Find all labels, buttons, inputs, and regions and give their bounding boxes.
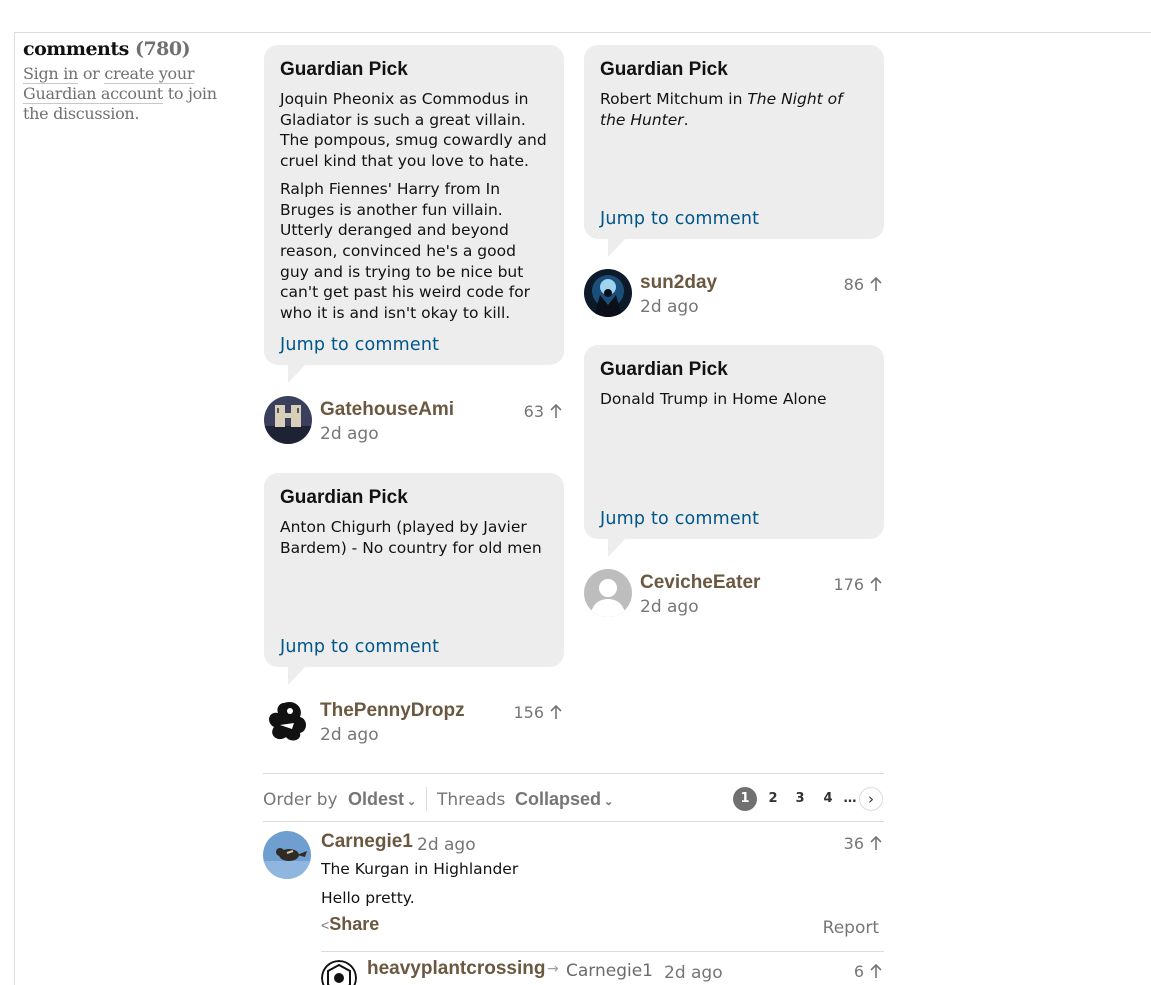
- pick-author: [264, 396, 564, 446]
- chevron-right-icon: ›: [868, 790, 874, 808]
- default-avatar-image: [584, 569, 632, 617]
- pick-bubble: [584, 345, 884, 539]
- pick-label: Guardian Pick: [280, 487, 408, 508]
- page-ellipsis: …: [843, 791, 857, 806]
- sun2day-avatar-image: [584, 269, 632, 317]
- pick-text: Ralph Fiennes' Harry from In Bruges is another fun villain. Utterly deranged and beyond reason, convinced he's a good guy and is trying to be nice but can't get past his weird code for who it is and isn't okay to kill.: [280, 179, 531, 323]
- recommend-count[interactable]: [844, 275, 884, 294]
- pick-bubble: [264, 473, 564, 667]
- pick-author: [264, 697, 564, 747]
- vote-count: 86: [843, 275, 864, 294]
- avatar[interactable]: [584, 269, 632, 317]
- avatar[interactable]: [264, 396, 312, 444]
- pick-label: Guardian Pick: [600, 59, 728, 80]
- gatehouse-avatar-image: [264, 396, 312, 444]
- recommend-count[interactable]: [844, 834, 884, 853]
- left-divider: [14, 32, 15, 985]
- comments-sidebar: [23, 38, 228, 124]
- guardian-pick-card: [584, 45, 884, 317]
- pick-text: Joquin Pheonix as Commodus in Gladiator is such a great villain. The pompous, smug cowardly and cruel kind that you love to hate.: [280, 90, 547, 171]
- join-or-text: or: [78, 64, 105, 83]
- timestamp: 2d ago: [320, 725, 379, 745]
- top-divider: [14, 32, 1151, 33]
- next-page-button[interactable]: [859, 787, 883, 811]
- page-2-button[interactable]: 2: [768, 791, 778, 806]
- arrow-up-icon: [868, 963, 884, 979]
- timestamp[interactable]: 2d ago: [417, 835, 476, 855]
- timestamp: 2d ago: [640, 297, 699, 317]
- pick-label: Guardian Pick: [280, 59, 408, 80]
- comments-heading: [23, 38, 228, 60]
- share-button[interactable]: [321, 914, 379, 935]
- avatar[interactable]: [584, 569, 632, 617]
- dharma-avatar-image: [321, 960, 357, 985]
- arrow-up-icon: [868, 276, 884, 292]
- vote-count: 6: [853, 962, 864, 981]
- recommend-count[interactable]: [854, 962, 884, 981]
- pick-text-italic: The Night of the Hunter: [600, 90, 843, 129]
- username-link[interactable]: Carnegie1: [321, 831, 413, 852]
- comments-toolbar: [263, 773, 884, 822]
- pick-author: [584, 569, 884, 619]
- timestamp[interactable]: 2d ago: [664, 963, 723, 983]
- avatar[interactable]: [321, 960, 357, 985]
- vote-count: 63: [523, 402, 544, 421]
- avatar[interactable]: [263, 831, 311, 879]
- guardian-pick-card: [264, 45, 564, 444]
- chevron-down-icon: ⌄: [407, 796, 417, 808]
- carnegie-avatar-image: [263, 831, 311, 879]
- avatar[interactable]: [264, 697, 312, 745]
- recommend-count[interactable]: [524, 402, 564, 421]
- reply-divider: [321, 951, 884, 952]
- reply-arrow-icon: →: [547, 961, 559, 977]
- toolbar-separator: [426, 787, 427, 811]
- pick-text: Anton Chigurh (played by Javier Bardem) - No country for old men: [280, 518, 542, 557]
- jump-to-comment-link[interactable]: Jump to comment: [280, 335, 440, 355]
- pick-text-plain: Robert Mitchum in: [600, 90, 748, 108]
- jump-to-comment-link[interactable]: Jump to comment: [600, 509, 760, 529]
- jump-to-comment-link[interactable]: Jump to comment: [600, 209, 760, 229]
- order-by-value: Oldest: [348, 789, 405, 809]
- guardian-pick-card: [584, 345, 884, 617]
- arrow-up-icon: [868, 576, 884, 592]
- share-label: Share: [329, 914, 380, 934]
- vote-count: 176: [833, 575, 864, 594]
- reply-comment: [263, 958, 884, 985]
- comments-count: (780): [134, 38, 191, 60]
- comment-text: Hello pretty.: [321, 889, 415, 907]
- threads-value: Collapsed: [515, 789, 602, 809]
- username-link[interactable]: heavyplantcrossing: [367, 958, 546, 979]
- join-prompt: [23, 64, 228, 124]
- pick-text: [600, 89, 868, 130]
- reply-to-link[interactable]: Carnegie1: [566, 961, 654, 981]
- share-icon: <: [321, 917, 330, 933]
- threads-label: Threads: [437, 790, 506, 810]
- guardian-pick-card: [264, 473, 564, 745]
- vote-count: 156: [513, 703, 544, 722]
- report-link[interactable]: Report: [822, 918, 879, 938]
- page-1-button[interactable]: 1: [733, 787, 757, 811]
- comments-title: comments: [23, 38, 129, 60]
- page-3-button[interactable]: 3: [795, 791, 805, 806]
- username-link[interactable]: CevicheEater: [640, 572, 761, 593]
- recommend-count[interactable]: [513, 703, 564, 722]
- pick-bubble: [584, 45, 884, 239]
- username-link[interactable]: GatehouseAmi: [320, 399, 455, 420]
- threads-dropdown[interactable]: [515, 789, 613, 810]
- sign-in-link[interactable]: Sign in: [23, 64, 79, 83]
- order-by-label: Order by: [263, 790, 338, 810]
- join-suffix-text: to join the discussion.: [23, 84, 217, 123]
- username-link[interactable]: sun2day: [640, 272, 718, 293]
- pennydropz-avatar-image: [264, 697, 312, 745]
- pick-text: Donald Trump in Home Alone: [600, 390, 827, 408]
- pick-bubble: [264, 45, 564, 365]
- comment-text: The Kurgan in Highlander: [321, 860, 519, 878]
- recommend-count[interactable]: [833, 575, 884, 594]
- timestamp: 2d ago: [320, 424, 379, 444]
- chevron-down-icon: ⌄: [604, 796, 614, 808]
- jump-to-comment-link[interactable]: Jump to comment: [280, 637, 440, 657]
- vote-count: 36: [843, 834, 864, 853]
- arrow-up-icon: [868, 835, 884, 851]
- pick-label: Guardian Pick: [600, 359, 728, 380]
- comment: [263, 831, 884, 938]
- order-by-dropdown[interactable]: [348, 789, 416, 810]
- page-4-button[interactable]: 4: [823, 791, 833, 806]
- timestamp: 2d ago: [640, 597, 699, 617]
- arrow-up-icon: [548, 403, 564, 419]
- arrow-up-icon: [548, 704, 564, 720]
- create-account-link[interactable]: create your Guardian account: [23, 64, 195, 103]
- pick-author: [584, 269, 884, 319]
- pick-text-end: .: [683, 110, 689, 129]
- username-link[interactable]: ThePennyDropz: [320, 700, 465, 721]
